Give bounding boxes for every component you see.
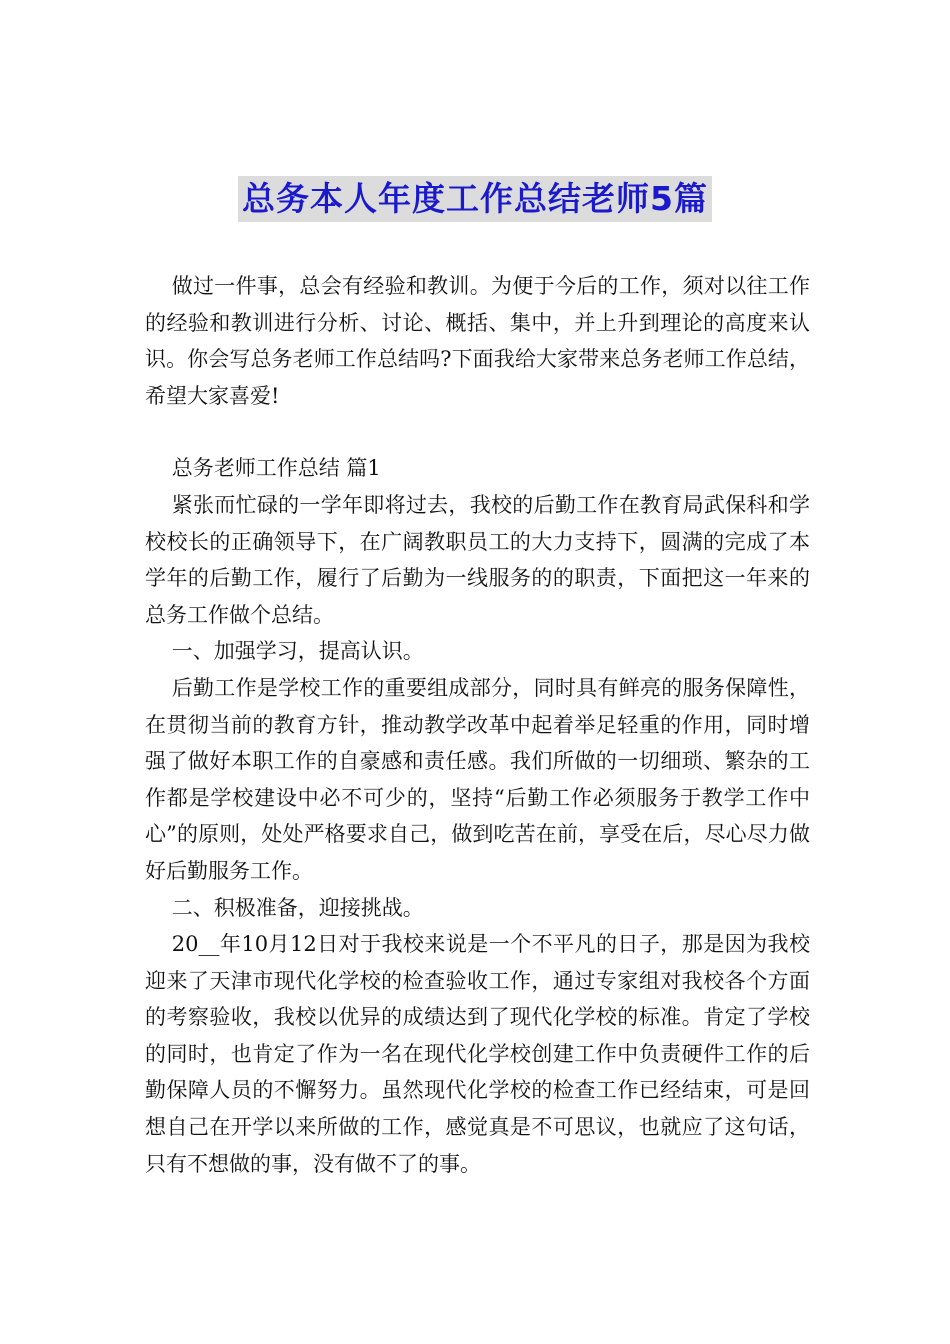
body-paragraph: 20__年10月12日对于我校来说是一个不平凡的日子，那是因为我校迎来了天津市现代化学校的检查验收工作，通过专家组对我校各个方面的考察验收，我校以优异的成绩达到了现代化学校的标准。肯定了学校的同时，也肯定了作为一名在现代化学校创建工作中负责硬件工作的后勤保障人员的不懈努力。虽然现代化学校的检查工作已经结束，可是回想自己在开学以来所做的工作，感觉真是不可思议，也就应了这句话，只有不想做的事，没有做不了的事。 bbox=[145, 932, 810, 1176]
intro-paragraph: 做过一件事，总会有经验和教训。为便于今后的工作，须对以往工作的经验和教训进行分析、讨论、概括、集中，并上升到理论的高度来认识。你会写总务老师工作总结吗?下面我给大家带来总务老师工作总结，希望大家喜爱! bbox=[145, 274, 810, 408]
document-title: 总务本人年度工作总结老师5篇 bbox=[238, 176, 712, 222]
section-heading: 总务老师工作总结 篇1 bbox=[171, 456, 381, 481]
subheading-1: 一、加强学习，提高认识。 bbox=[171, 639, 424, 664]
subheading-2: 二、积极准备，迎接挑战。 bbox=[171, 895, 424, 920]
paragraph-gap bbox=[145, 414, 810, 450]
body-paragraph: 紧张而忙碌的一学年即将过去，我校的后勤工作在教育局武保科和学校校长的正确领导下，在广阔教职员工的大力支持下，圆满的完成了本学年的后勤工作，履行了后勤为一线服务的的职责，下面把这一年来的总务工作做个总结。 bbox=[145, 492, 810, 627]
title-container bbox=[0, 176, 950, 222]
document-body bbox=[145, 268, 810, 1182]
body-paragraph: 后勤工作是学校工作的重要组成部分，同时具有鲜亮的服务保障性，在贯彻当前的教育方针，推动教学改革中起着举足轻重的作用，同时增强了做好本职工作的自豪感和责任感。我们所做的一切细琐、繁杂的工作都是学校建设中必不可少的，坚持“后勤工作必须服务于教学工作中心”的原则，处处严格要求自己，做到吃苦在前，享受在后，尽心尽力做好后勤服务工作。 bbox=[145, 675, 810, 883]
